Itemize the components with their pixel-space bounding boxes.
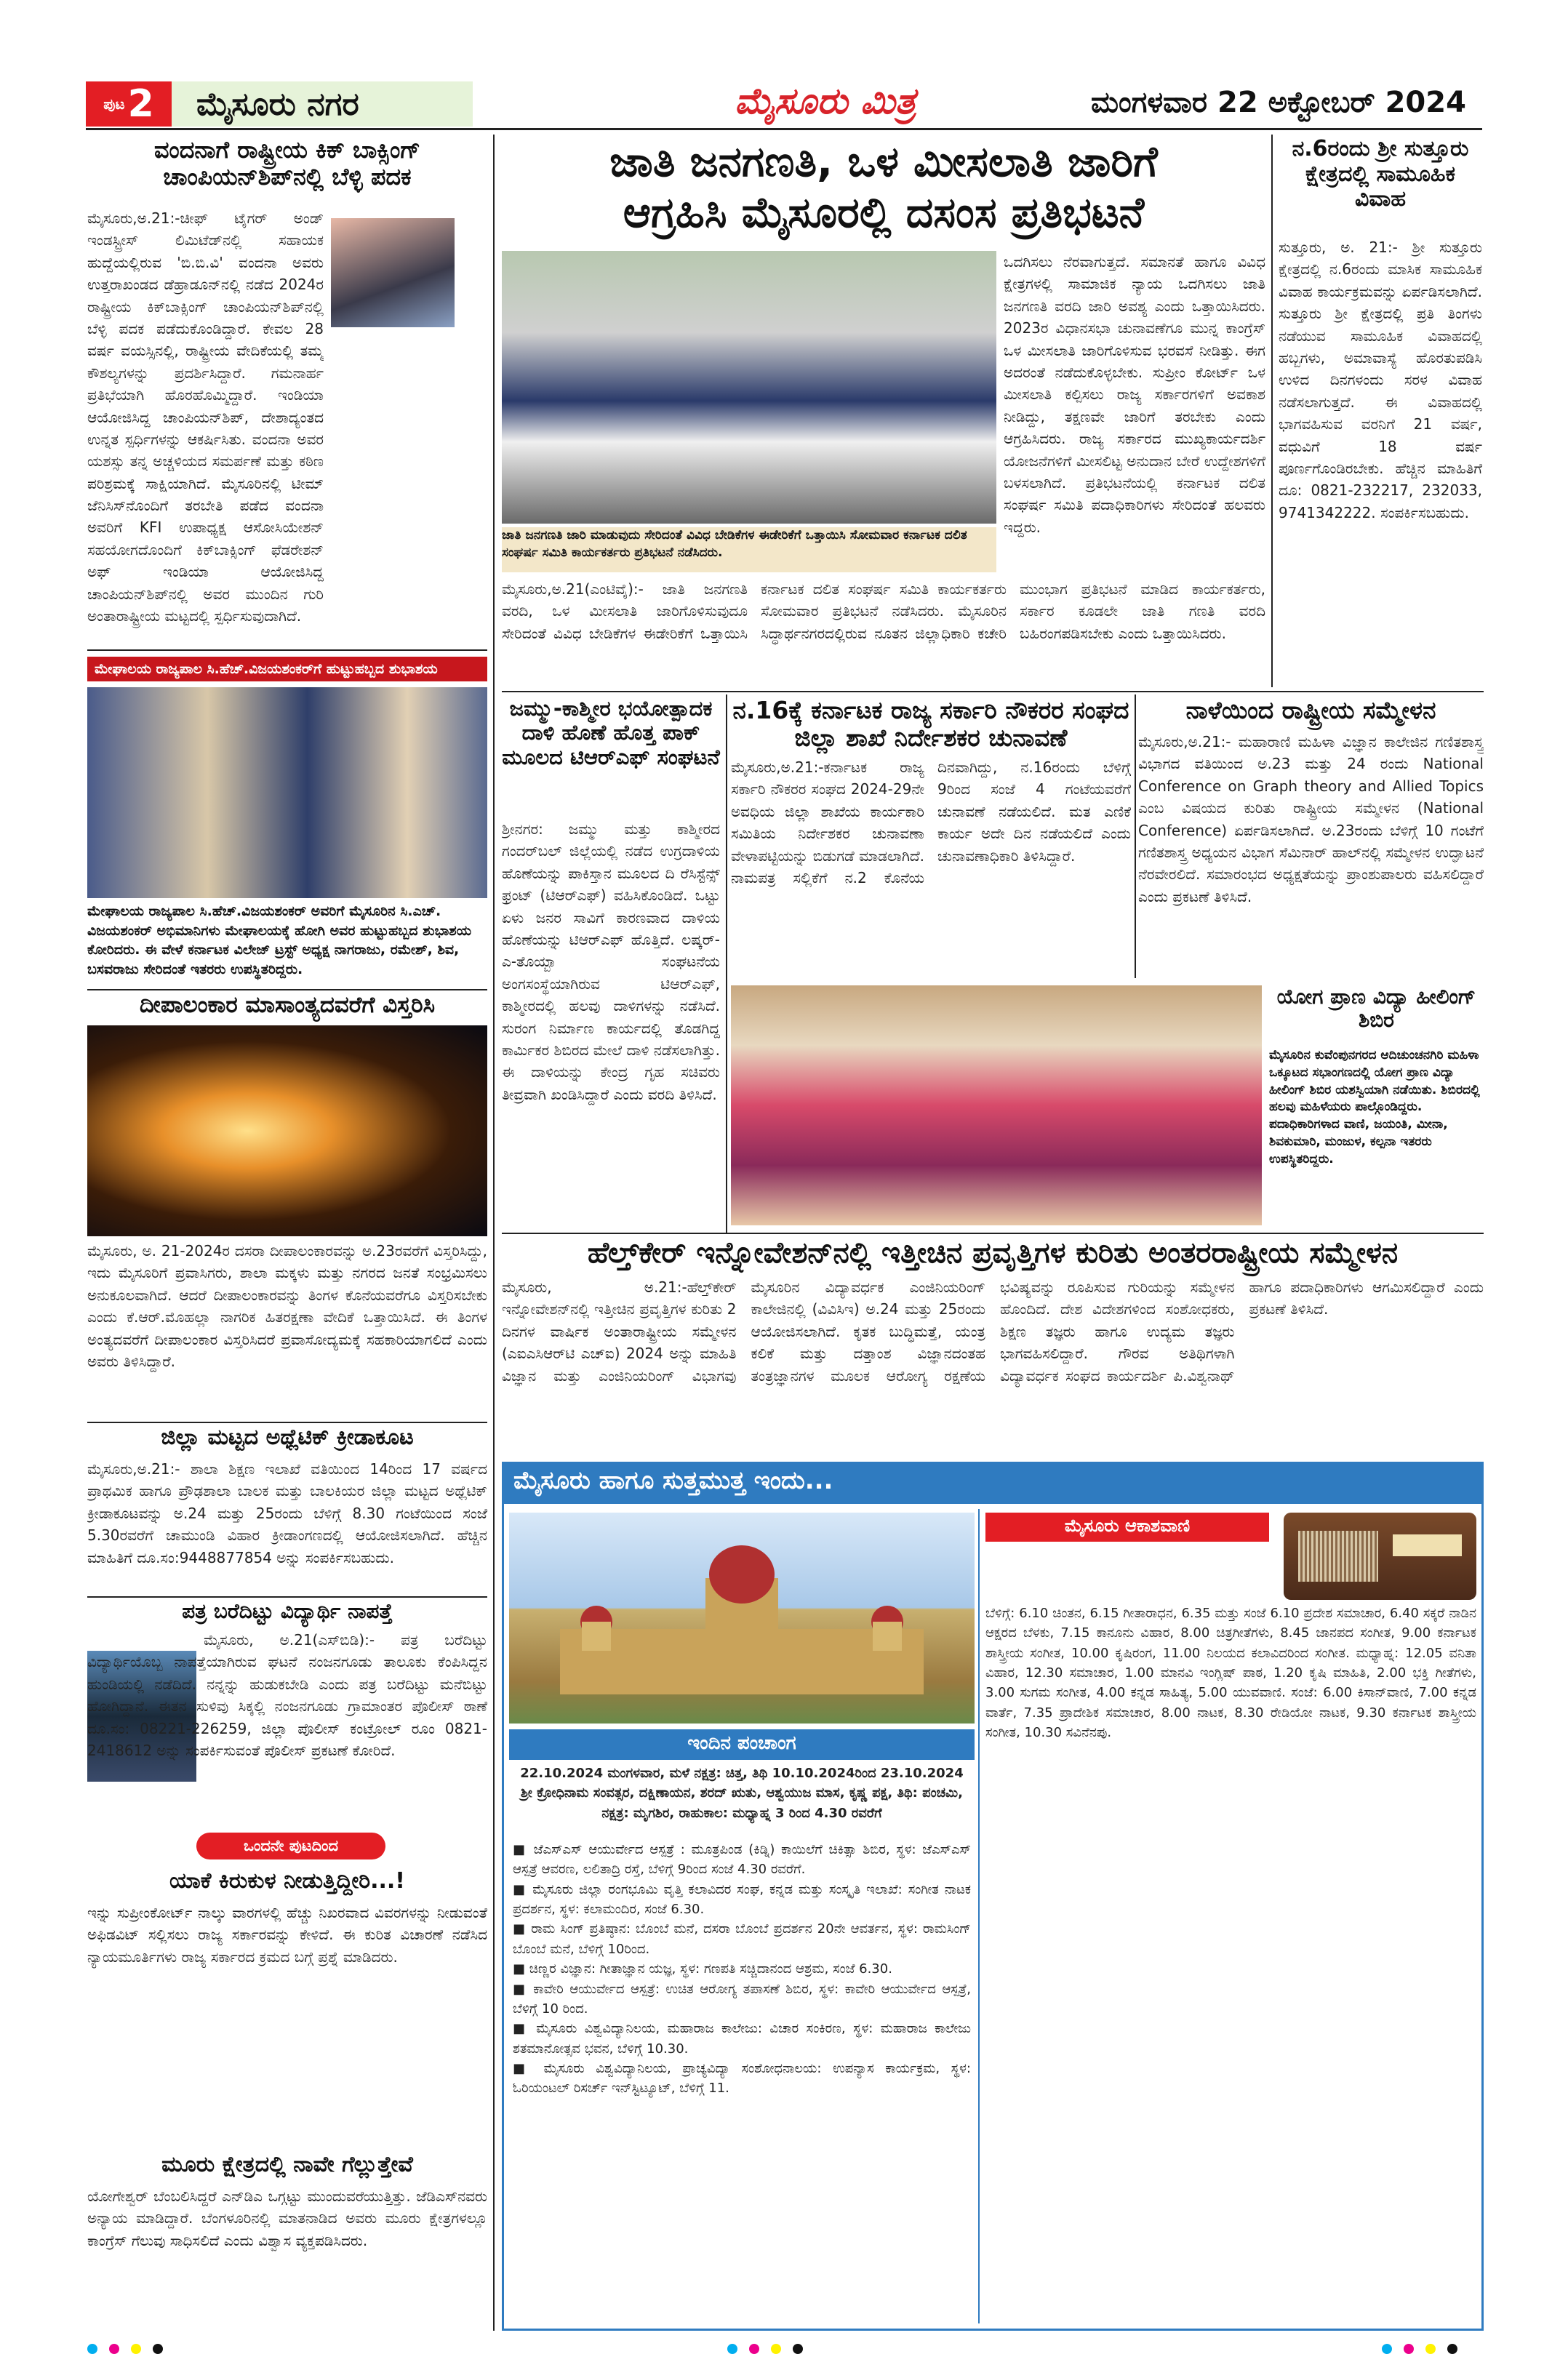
census-caption: ಜಾತಿ ಜನಗಣತಿ ಜಾರಿ ಮಾಡುವುದು ಸೇರಿದಂತೆ ವಿವಿಧ ಬೇಡಿಕೆಗಳ ಈಡೇರಿಕೆಗೆ ಒತ್ತಾಯಿಸಿ ಸೋಮವಾರ ಕರ್ನಾಟಕ ದಲಿತ ಸಂಘರ್ಷ ಸಮಿತಿ ಕಾರ್ಯಕರ್ತರು ಪ್ರತಿಭಟನೆ ನಡೆಸಿದರು. (502, 527, 996, 572)
kickboxing-headline: ವಂದನಾಗೆ ರಾಷ್ಟ್ರೀಯ ಕಿಕ್ ಬಾಕ್ಸಿಂಗ್ ಚಾಂಪಿಯನ್‌ಶಿಪ್‌ನಲ್ಲಿ ಬೆಳ್ಳಿ ಪದಕ (153, 136, 421, 191)
event-item: ■ ರಾಮ ಸಿಂಗ್ ಪ್ರತಿಷ್ಠಾನ: ಬೊಂಬೆ ಮನೆ, ದಸರಾ ಬೊಂಬೆ ಪ್ರದರ್ಶನ 20ನೇ ಆವರ್ತನ, ಸ್ಥಳ: ರಾಮಸಿಂಗ್ ಬೊಂಬೆ ಮನೆ, ಬೆಳಿಗ್ಗೆ 10ರಿಂದ. (513, 1921, 971, 1957)
radio-set-icon (1284, 1513, 1476, 1600)
header-rule (86, 128, 1482, 130)
continued-from-front-band: ಒಂದನೇ ಪುಟದಿಂದ (196, 1833, 385, 1859)
marriage-headline: ನ.6ರಂದು ಶ್ರೀ ಸುತ್ತೂರು ಕ್ಷೇತ್ರದಲ್ಲಿ ಸಾಮೂಹಿಕ ವಿವಾಹ (1292, 136, 1469, 212)
healthcare-headline: ಹೆಲ್ತ್‌ಕೇರ್ ಇನ್ನೋವೇಶನ್‌ನಲ್ಲಿ ಇತ್ತೀಚಿನ ಪ್ರವೃತ್ತಿಗಳ ಕುರಿತು ಅಂತರರಾಷ್ಟ್ರೀಯ ಸಮ್ಮೇಳನ (587, 1236, 1399, 1270)
jk-headline: ಜಮ್ಮು-ಕಾಶ್ಮೀರ ಭಯೋತ್ಪಾದಕ ದಾಳಿ ಹೊಣೆ ಹೊತ್ತ ಪಾಕ್ ಮೂಲದ ಟಿಆರ್‌ಎಫ್ ಸಂಘಟನೆ (502, 696, 720, 769)
column-rule (1135, 694, 1136, 978)
yoga-headline: ಯೋಗ ಪ್ರಾಣ ವಿದ್ಯಾ ಹೀಲಿಂಗ್ ಶಿಬಿರ (1276, 985, 1476, 1033)
kickboxing-body: ಮೈಸೂರು,ಅ.21:-ಚೀಫ್ ಟೈಗರ್ ಅಂಡ್ ಇಂಡಸ್ಟ್ರೀಸ್ ಲಿಮಿಟೆಡ್‌ನಲ್ಲಿ ಸಹಾಯಕ ಹುದ್ದೆಯಲ್ಲಿರುವ 'ಬಿ.ಬಿ.ವಿ' ವಂದನಾ ಅವರು ಉತ್ತರಾಖಂಡದ ಡೆಹ್ರಾಡೂನ್‌ನಲ್ಲಿ ನಡೆದ 2024ರ ರಾಷ್ಟ್ರೀಯ ಕಿಕ್‌ಬಾಕ್ಸಿಂಗ್ ಚಾಂಪಿಯನ್‌ಶಿಪ್‌ನಲ್ಲಿ ಬೆಳ್ಳಿ ಪದಕ ಪಡೆದುಕೊಂಡಿದ್ದಾರೆ. ಕೇವಲ 28 ವರ್ಷ ವಯಸ್ಸಿನಲ್ಲಿ, ರಾಷ್ಟ್ರೀಯ ವೇದಿಕೆಯಲ್ಲಿ ತಮ್ಮ ಕೌಶಲ್ಯಗಳನ್ನು ಪ್ರದರ್ಶಿಸಿದ್ದಾರೆ. ಗಮನಾರ್ಹ ಪ್ರತಿಭೆಯಾಗಿ ಹೊರಹೊಮ್ಮಿದ್ದಾರೆ. ಇಂಡಿಯಾ ಆಯೋಜಿಸಿದ್ದ ಚಾಂಪಿಯನ್‌ಶಿಪ್, ದೇಶಾದ್ಯಂತದ ಉನ್ನತ ಸ್ಪರ್ಧಿಗಳನ್ನು ಆಕರ್ಷಿಸಿತು. ವಂದನಾ ಅವರ ಯಶಸ್ಸು ತನ್ನ ಅಚ್ಚಳಿಯದ ಸಮರ್ಪಣೆ ಮತ್ತು ಕಠಿಣ ಪರಿಶ್ರಮಕ್ಕೆ ಸಾಕ್ಷಿಯಾಗಿದೆ. ಮೈಸೂರಿನಲ್ಲಿ ಟೀಮ್ ಜೆನಿಸಿಸ್‌ನೊಂದಿಗೆ ತರಬೇತಿ ಪಡೆದ ವಂದನಾ ಅವರಿಗೆ KFI ಉಪಾಧ್ಯಕ್ಷ ಆಸೋಸಿಯೇಶನ್ ಸಹಯೋಗದೊಂದಿಗೆ ಕಿಕ್‌ಬಾಕ್ಸಿಂಗ್ ಫೆಡರೇಶನ್ ಅಫ್ ಇಂಡಿಯಾ ಆಯೋಜಿಸಿದ್ದ ಚಾಂಪಿಯನ್‌ಶಿಪ್‌ನಲ್ಲಿ ಅವರ ಮುಂದಿನ ಗುರಿ ಅಂತಾರಾಷ್ಟ್ರೀಯ ಮಟ್ಟದಲ್ಲಿ ಸ್ಪರ್ಧಿಸುವುದಾಗಿದೆ. (87, 209, 324, 625)
event-item: ■ ಕಾವೇರಿ ಆಯುರ್ವೇದ ಆಸ್ಪತ್ರೆ: ಉಚಿತ ಆರೋಗ್ಯ ತಪಾಸಣೆ ಶಿಬಿರ, ಸ್ಥಳ: ಕಾವೇರಿ ಆಯುರ್ವೇದ ಆಸ್ಪತ್ರೆ, ಬೆಳಿಗ್ಗೆ 10 ರಿಂದ. (513, 1981, 971, 2017)
marriage-body: ಸುತ್ತೂರು, ಅ. 21:- ಶ್ರೀ ಸುತ್ತೂರು ಕ್ಷೇತ್ರದಲ್ಲಿ ನ.6ರಂದು ಮಾಸಿಕ ಸಾಮೂಹಿಕ ವಿವಾಹ ಕಾರ್ಯಕ್ರಮವನ್ನು ಏರ್ಪಡಿಸಲಾಗಿದೆ. ಸುತ್ತೂರು ಶ್ರೀ ಕ್ಷೇತ್ರದಲ್ಲಿ ಪ್ರತಿ ತಿಂಗಳು ನಡೆಯುವ ಸಾಮೂಹಿಕ ವಿವಾಹದಲ್ಲಿ ಹಬ್ಬಗಳು, ಅಮಾವಾಸ್ಯೆ ಹೊರತುಪಡಿಸಿ ಉಳಿದ ದಿನಗಳಂದು ಸರಳ ವಿವಾಹ ನಡೆಸಲಾಗುತ್ತದೆ. ಈ ವಿವಾಹದಲ್ಲಿ ಭಾಗವಹಿಸುವ ವರನಿಗೆ 21 ವರ್ಷ, ವಧುವಿಗೆ 18 ವರ್ಷ ಪೂರ್ಣಗೊಂಡಿರಬೇಕು. ಹೆಚ್ಚಿನ ಮಾಹಿತಿಗೆ ದೂ: 0821-232217, 232033, 9741342222. ಸಂಪರ್ಕಿಸಬಹುದು. (1279, 239, 1482, 521)
kickboxing-body-cont (331, 338, 484, 644)
registration-marks-left (87, 2343, 175, 2357)
front-cont-body-1: ಇನ್ನು ಸುಪ್ರೀಂಕೋರ್ಟ್ ನಾಲ್ಕು ವಾರಗಳಲ್ಲಿ ಹೆಚ್ಚು ನಿಖರವಾದ ವಿವರಗಳನ್ನು ನೀಡುವಂತೆ ಅಫಿಡವಿಟ್ ಸಲ್ಲಿಸಲು ರಾಜ್ಯ ಸರ್ಕಾರವನ್ನು ಕೇಳಿದೆ. ಈ ಕುರಿತ ವಿಚಾರಣೆ ನಡೆಸಿದ ನ್ಯಾಯಮೂರ್ತಿಗಳು ರಾಜ್ಯ ಸರ್ಕಾರದ ಕ್ರಮದ ಬಗ್ಗೆ ಪ್ರಶ್ನೆ ಮಾಡಿದರು. (87, 1904, 487, 1966)
governor-kicker: ಮೇಘಾಲಯ ರಾಜ್ಯಪಾಲ ಸಿ.ಹೆಚ್.ವಿಜಯಶಂಕರ್‌ಗೆ ಹುಟ್ಟುಹಬ್ಬದ ಶುಭಾಶಯ (87, 657, 487, 681)
radio-dial (1393, 1534, 1462, 1556)
events-list (513, 1840, 971, 2323)
illumination-photo (87, 1025, 487, 1236)
radio-schedule: ಬೆಳಿಗ್ಗೆ: 6.10 ಚಿಂತನ, 6.15 ಗೀತಾರಾಧನ, 6.35 ಮತ್ತು ಸಂಜೆ 6.10 ಪ್ರದೇಶ ಸಮಾಚಾರ, 6.40 ಸಕ್ಕರೆ ನಾಡಿನ ಆಕ್ಷರದ ಬೆಳಕು, 7.15 ಕಾನೂನು ವಿಹಾರ, 8.00 ಚಿತ್ರಗೀತೆಗಳು, 8.45 ಜಾನಪದ ಸಂಗೀತ, 9.00 ಕರ್ನಾಟಕ ಶಾಸ್ತ್ರೀಯ ಸಂಗೀತ, 10.00 ಕೃಷಿರಂಗ, 11.00 ನಿಲಯದ ಕಲಾವಿದರಿಂದ ಸಂಗೀತ. ಮಧ್ಯಾಹ್ನ: 12.05 ವನಿತಾ ವಿಹಾರ, 12.30 ಸಮಾಚಾರ, 1.00 ಮಾನವಿ ಇಂಗ್ಲಿಷ್ ಪಾಠ, 1.20 ಕೃಷಿ ಮಾಹಿತಿ, 2.00 ಭಕ್ತಿ ಗೀತೆಗಳು, 3.00 ಸುಗಮ ಸಂಗೀತ, 4.00 ಕನ್ನಡ ಸಾಹಿತ್ಯ, 5.00 ಯುವವಾಣಿ. ಸಂಜೆ: 6.00 ಕಿಸಾನ್‌ವಾಣಿ, 7.00 ಕನ್ನಡ ವಾರ್ತೆ, 7.35 ಪ್ರಾದೇಶಿಕ ಸಮಾಚಾರ, 8.00 ನಾಟಕ, 8.30 ರೇಡಿಯೋ ನಾಟಕ, 9.30 ಕರ್ನಾಟಕ ಶಾಸ್ತ್ರೀಯ ಸಂಗೀತ, 10.30 ಸವಿನೆನಪು. (985, 1606, 1476, 1741)
census-headline-line2: ಆಗ್ರಹಿಸಿ ಮೈಸೂರಲ್ಲಿ ದಸಂಸ ಪ್ರತಿಭಟನೆ (623, 187, 1145, 237)
section-name: ಮೈಸೂರು ನಗರ (196, 86, 359, 123)
registration-marks-center (727, 2343, 815, 2357)
rule (87, 1422, 487, 1423)
census-body-right: ಒದಗಿಸಲು ನೆರವಾಗುತ್ತದೆ. ಸಮಾನತೆ ಹಾಗೂ ವಿವಿಧ ಕ್ಷೇತ್ರಗಳಲ್ಲಿ ಸಾಮಾಜಿಕ ನ್ಯಾಯ ಒದಗಿಸಲು ಜಾತಿ ಜನಗಣತಿ ವರದಿ ಜಾರಿ ಅವಶ್ಯ ಎಂದು ಒತ್ತಾಯಿಸಿದರು. 2023ರ ವಿಧಾನಸಭಾ ಚುನಾವಣೆಗೂ ಮುನ್ನ ಕಾಂಗ್ರೆಸ್ ಒಳ ಮೀಸಲಾತಿ ಜಾರಿಗೊಳಿಸುವ ಭರವಸೆ ನೀಡಿತ್ತು. ಈಗ ಅದರಂತೆ ನಡೆದುಕೊಳ್ಳಬೇಕು. ಸುಪ್ರೀಂ ಕೋರ್ಟ್ ಒಳ ಮೀಸಲಾತಿ ಕಲ್ಪಿಸಲು ರಾಜ್ಯ ಸರ್ಕಾರಗಳಿಗೆ ಅವಕಾಶ ನೀಡಿದ್ದು, ತಕ್ಷಣವೇ ಜಾರಿಗೆ ತರಬೇಕು ಎಂದು ಆಗ್ರಹಿಸಿದರು. ರಾಜ್ಯ ಸರ್ಕಾರದ ಮುಖ್ಯಕಾರ್ಯದರ್ಶಿ ಯೋಜನೆಗಳಿಗೆ ಮೀಸಲಿಟ್ಟ ಅನುದಾನ ಬೇರೆ ಉದ್ದೇಶಗಳಿಗೆ ಬಳಸಲಾಗಿದೆ. ಪ್ರತಿಭಟನೆಯಲ್ಲಿ ಕರ್ನಾಟಕ ದಲಿತ ಸಂಘರ್ಷ ಸಮಿತಿ ಪದಾಧಿಕಾರಿಗಳು ಸೇರಿದಂತೆ ಹಲವರು ಇದ್ದರು. (1004, 253, 1265, 536)
census-headline-line1: ಜಾತಿ ಜನಗಣತಿ, ಒಳ ಮೀಸಲಾತಿ ಜಾರಿಗೆ (609, 137, 1158, 186)
yoga-body: ಮೈಸೂರಿನ ಕುವೆಂಪುನಗರದ ಆದಿಚುಂಚನಗಿರಿ ಮಹಿಳಾ ಒಕ್ಕೂಟದ ಸಭಾಂಗಣದಲ್ಲಿ ಯೋಗ ಪ್ರಾಣ ವಿದ್ಯಾ ಹೀಲಿಂಗ್ ಶಿಬಿರ ಯಶಸ್ವಿಯಾಗಿ ನಡೆಯಿತು. ಶಿಬಿರದಲ್ಲಿ ಹಲವು ಮಹಿಳೆಯರು ಪಾಲ್ಗೊಂಡಿದ್ದರು. ಪದಾಧಿಕಾರಿಗಳಾದ ವಾಣಿ, ಜಯಂತಿ, ಮೀನಾ, ಶಿವಕುಮಾರಿ, ಮಂಜುಳ, ಕಲ್ಪನಾ ಇತರರು ಉಪಸ್ಥಿತರಿದ್ದರು. (1269, 1048, 1480, 1166)
conference-body: ಮೈಸೂರು,ಅ.21:- ಮಹಾರಾಣಿ ಮಹಿಳಾ ವಿಜ್ಞಾನ ಕಾಲೇಜಿನ ಗಣಿತಶಾಸ್ತ್ರ ವಿಭಾಗದ ವತಿಯಿಂದ ಅ.23 ಮತ್ತು 24 ರಂದು National Conference on Graph theory and Allied Topics ಎಂಬ ವಿಷಯದ ಕುರಿತು ರಾಷ್ಟ್ರೀಯ ಸಮ್ಮೇಳನ (National Conference) ಏರ್ಪಡಿಸಲಾಗಿದೆ. ಅ.23ರಂದು ಬೆಳಿಗ್ಗೆ 10 ಗಂಟೆಗೆ ಗಣಿತಶಾಸ್ತ್ರ ಅಧ್ಯಯನ ವಿಭಾಗ ಸೆಮಿನಾರ್ ಹಾಲ್‌ನಲ್ಲಿ ಸಮ್ಮೇಳನ ಉದ್ಘಾಟನೆ ನೆರವೇರಲಿದೆ. ಸಮಾರಂಭದ ಅಧ್ಯಕ್ಷತೆಯನ್ನು ಪ್ರಾಂಶುಪಾಲರು ವಹಿಸಲಿದ್ದಾರೆ ಎಂದು ಪ್ರಕಟಣೆ ತಿಳಿಸಿದೆ. (1138, 733, 1484, 905)
event-item: ■ ಚಿಣ್ಣರ ವಿಜ್ಞಾನ: ಗೀತಾಜ್ಞಾನ ಯಜ್ಞ, ಸ್ಥಳ: ಗಣಪತಿ ಸಚ್ಚಿದಾನಂದ ಆಶ್ರಮ, ಸಂಜೆ 6.30. (513, 1961, 892, 1977)
palace-illustration (509, 1513, 975, 1724)
governor-photo (87, 687, 487, 898)
conference-headline: ನಾಳೆಯಿಂದ ರಾಷ್ಟ್ರೀಯ ಸಮ್ಮೇಳನ (1185, 696, 1436, 724)
column-rule (726, 694, 727, 1233)
radio-speaker-grille (1298, 1531, 1378, 1582)
deepalankara-headline: ದೀಪಾಲಂಕಾರ ಮಾಸಾಂತ್ಯದವರೆಗೆ ವಿಸ್ತರಿಸಿ (139, 992, 436, 1018)
event-item: ■ ಮೈಸೂರು ಜಿಲ್ಲಾ ರಂಗಭೂಮಿ ವೃತ್ತಿ ಕಲಾವಿದರ ಸಂಘ, ಕನ್ನಡ ಮತ್ತು ಸಂಸ್ಕೃತಿ ಇಲಾಖೆ: ಸಂಗೀತ ನಾಟಕ ಪ್ರದರ್ಶನ, ಸ್ಥಳ: ಕಲಾಮಂದಿರ, ಸಂಜೆ 6.30. (513, 1881, 971, 1918)
palace-photo (509, 1513, 975, 1724)
front-cont-headline-1: ಯಾಕೆ ಕಿರುಕುಳ ನೀಡುತ್ತಿದ್ದೀರಿ...! (169, 1868, 405, 1894)
election-headline: ನ.16ಕ್ಕೆ ಕರ್ನಾಟಕ ರಾಜ್ಯ ಸರ್ಕಾರಿ ನೌಕರರ ಸಂಘದ ಜಿಲ್ಲಾ ಶಾಖೆ ನಿರ್ದೇಶಕರ ಚುನಾವಣೆ (732, 696, 1129, 752)
masthead: ಮೈಸೂರು ಮಿತ್ರ (735, 80, 916, 122)
front-cont-headline-2: ಮೂರು ಕ್ಷೇತ್ರದಲ್ಲಿ ನಾವೇ ಗೆಲ್ಲುತ್ತೇವೆ (161, 2152, 413, 2177)
missing-student-body: ಮೈಸೂರು, ಅ.21(ಎಸ್‌ಬಿಡಿ):- ಪತ್ರ ಬರೆದಿಟ್ಟು ವಿದ್ಯಾರ್ಥಿಯೊಬ್ಬ ನಾಪತ್ತೆಯಾಗಿರುವ ಘಟನೆ ನಂಜನಗೂಡು ತಾಲೂಕು ಕೆಂಪಿಸಿದ್ದನ ಹುಂಡಿಯಲ್ಲಿ ನಡೆದಿದೆ. ನನ್ನನ್ನು ಹುಡುಕಬೇಡಿ ಎಂದು ಪತ್ರ ಬರೆದಿಟ್ಟು ಮನೆಬಿಟ್ಟು ಹೋಗಿದ್ದಾನೆ. ಈತನ ಸುಳಿವು ಸಿಕ್ಕಲ್ಲಿ ನಂಜನಗೂಡು ಗ್ರಾಮಾಂತರ ಪೊಲೀಸ್ ಠಾಣೆ ದೂ.ಸಂ: 08221-226259, ಜಿಲ್ಲಾ ಪೊಲೀಸ್ ಕಂಟ್ರೋಲ್ ರೂಂ 0821-2418612 ಅನ್ನು ಸಂಪರ್ಕಿಸುವಂತೆ ಪೊಲೀಸ್ ಪ್ರಕಟಣೆ ಕೋರಿದೆ. (87, 1631, 487, 1759)
panchanga-text: 22.10.2024 ಮಂಗಳವಾರ, ಮಳೆ ನಕ್ಷತ್ರ: ಚಿತ್ತ, ತಿಥಿ 10.10.2024ರಿಂದ 23.10.2024 ಶ್ರೀ ಕ್ರೋಧಿನಾಮ ಸಂವತ್ಸರ, ದಕ್ಷಿಣಾಯನ, ಶರದ್ ಋತು, ಆಶ್ವಯುಜ ಮಾಸ, ಕೃಷ್ಣ ಪಕ್ಷ, ತಿಥಿ: ಪಂಚಮಿ, ನಕ್ಷತ್ರ: ಮೃಗಶಿರ, ರಾಹುಕಾಲ: ಮಧ್ಯಾಹ್ನ 3 ರಿಂದ 4.30 ರವರೆಗೆ (520, 1766, 964, 1821)
rule (87, 989, 487, 990)
page-number: 2 (127, 82, 154, 126)
column-rule (493, 135, 495, 2331)
election-body: ಮೈಸೂರು,ಅ.21:-ಕರ್ನಾಟಕ ರಾಜ್ಯ ಸರ್ಕಾರಿ ನೌಕರರ ಸಂಘದ 2024-29ನೇ ಅವಧಿಯ ಜಿಲ್ಲಾ ಶಾಖೆಯ ಕಾರ್ಯಕಾರಿ ಸಮಿತಿಯ ನಿರ್ದೇಶಕರ ಚುನಾವಣಾ ವೇಳಾಪಟ್ಟಿಯನ್ನು ಬಿಡುಗಡೆ ಮಾಡಲಾಗಿದೆ. ನಾಮಪತ್ರ ಸಲ್ಲಿಕೆಗೆ ನ.2 ಕೊನೆಯ ದಿನವಾಗಿದ್ದು, ನ.16ರಂದು ಬೆಳಿಗ್ಗೆ 9ರಿಂದ ಸಂಜೆ 4 ಗಂಟೆಯವರೆಗೆ ಚುನಾವಣೆ ನಡೆಯಲಿದೆ. ಮತ ಎಣಿಕೆ ಕಾರ್ಯ ಅದೇ ದಿನ ನಡೆಯಲಿದೆ ಎಂದು ಚುನಾವಣಾಧಿಕಾರಿ ತಿಳಿಸಿದ್ದಾರೆ. (731, 758, 1131, 886)
athletics-headline: ಜಿಲ್ಲಾ ಮಟ್ಟದ ಅಥ್ಲೆಟಿಕ್ ಕ್ರೀಡಾಕೂಟ (161, 1425, 414, 1450)
registration-marks-right (1382, 2343, 1469, 2357)
yoga-group-photo (731, 985, 1262, 1225)
census-headline (502, 137, 1265, 238)
event-item: ■ ಮೈಸೂರು ವಿಶ್ವವಿದ್ಯಾನಿಲಯ, ಮಹಾರಾಜ ಕಾಲೇಜು: ವಿಚಾರ ಸಂಕಿರಣ, ಸ್ಥಳ: ಮಹಾರಾಜ ಕಾಲೇಜು ಶತಮಾನೋತ್ಸವ ಭವನ, ಬೆಳಿಗ್ಗೆ 10.30. (513, 2021, 971, 2057)
box-divider (978, 1509, 980, 2323)
healthcare-body: ಮೈಸೂರು, ಅ.21:-ಹೆಲ್ತ್‌ಕೇರ್ ಇನ್ನೋವೇಶನ್‌ನಲ್ಲಿ ಇತ್ತೀಚಿನ ಪ್ರವೃತ್ತಿಗಳ ಕುರಿತು 2 ದಿನಗಳ ವಾರ್ಷಿಕ ಅಂತಾರಾಷ್ಟ್ರೀಯ ಸಮ್ಮೇಳನ (ಎಐಎಸಿಆರ್‌ಟಿ ಎಚ್‌ಐ) 2024 ಅನ್ನು ಮಾಹಿತಿ ವಿಜ್ಞಾನ ಮತ್ತು ಎಂಜಿನಿಯರಿಂಗ್ ವಿಭಾಗವು ಮೈಸೂರಿನ ವಿದ್ಯಾವರ್ಧಕ ಎಂಜಿನಿಯರಿಂಗ್ ಕಾಲೇಜಿನಲ್ಲಿ (ವಿವಿಸಿಇ) ಅ.24 ಮತ್ತು 25ರಂದು ಆಯೋಜಿಸಲಾಗಿದೆ. ಕೃತಕ ಬುದ್ಧಿಮತ್ತೆ, ಯಂತ್ರ ಕಲಿಕೆ ಮತ್ತು ದತ್ತಾಂಶ ವಿಜ್ಞಾನದಂತಹ ತಂತ್ರಜ್ಞಾನಗಳ ಮೂಲಕ ಆರೋಗ್ಯ ರಕ್ಷಣೆಯ ಭವಿಷ್ಯವನ್ನು ರೂಪಿಸುವ ಗುರಿಯನ್ನು ಸಮ್ಮೇಳನ ಹೊಂದಿದೆ. ದೇಶ ವಿದೇಶಗಳಿಂದ ಸಂಶೋಧಕರು, ಶಿಕ್ಷಣ ತಜ್ಞರು ಹಾಗೂ ಉದ್ಯಮ ತಜ್ಞರು ಭಾಗವಹಿಸಲಿದ್ದಾರೆ. ಗೌರವ ಅತಿಥಿಗಳಾಗಿ ವಿದ್ಯಾವರ್ಧಕ ಸಂಘದ ಕಾರ್ಯದರ್ಶಿ ಪಿ.ವಿಶ್ವನಾಥ್ ಹಾಗೂ ಪದಾಧಿಕಾರಿಗಳು ಆಗಮಿಸಲಿದ್ದಾರೆ ಎಂದು ಪ್ರಕಟಣೆ ತಿಳಿಸಿದೆ. (502, 1278, 1484, 1385)
census-body-bottom: ಮೈಸೂರು,ಅ.21(ಎಂಟಿವೈ):- ಜಾತಿ ಜನಗಣತಿ ವರದಿ, ಒಳ ಮೀಸಲಾತಿ ಜಾರಿಗೊಳಿಸುವುದೂ ಸೇರಿದಂತೆ ವಿವಿಧ ಬೇಡಿಕೆಗಳ ಈಡೇರಿಕೆಗೆ ಒತ್ತಾಯಿಸಿ ಕರ್ನಾಟಕ ದಲಿತ ಸಂಘರ್ಷ ಸಮಿತಿ ಕಾರ್ಯಕರ್ತರು ಸೋಮವಾರ ಪ್ರತಿಭಟನೆ ನಡೆಸಿದರು. ಮೈಸೂರಿನ ಸಿದ್ಧಾರ್ಥನಗರದಲ್ಲಿರುವ ನೂತನ ಜಿಲ್ಲಾಧಿಕಾರಿ ಕಚೇರಿ ಮುಂಭಾಗ ಪ್ರತಿಭಟನೆ ಮಾಡಿದ ಕಾರ್ಯಕರ್ತರು, ಸರ್ಕಾರ ಕೂಡಲೇ ಜಾತಿ ಗಣತಿ ವರದಿ ಬಹಿರಂಗಪಡಿಸಬೇಕು ಎಂದು ಒತ್ತಾಯಿಸಿದರು. (502, 580, 1265, 642)
panchanga-title: ಇಂದಿನ ಪಂಚಾಂಗ (509, 1729, 975, 1760)
protest-photo (502, 251, 996, 524)
event-item: ■ ಜೆಎಸ್‌ಎಸ್ ಆಯುರ್ವೇದ ಆಸ್ಪತ್ರೆ : ಮೂತ್ರಪಿಂಡ (ಕಿಡ್ನಿ) ಕಾಯಿಲೆಗೆ ಚಿಕಿತ್ಸಾ ಶಿಬಿರ, ಸ್ಥಳ: ಜೆಎಸ್ಎಸ್ ಆಸ್ಪತ್ರೆ ಆವರಣ, ಲಲಿತಾದ್ರಿ ರಸ್ತೆ, ಬೆಳಿಗ್ಗೆ 9ರಿಂದ ಸಂಜೆ 4.30 ರವರೆಗೆ. (513, 1842, 971, 1878)
page-label: ಪುಟ (103, 95, 125, 113)
event-item: ■ ಮೈಸೂರು ವಿಶ್ವವಿದ್ಯಾನಿಲಯ, ಪ್ರಾಚ್ಯವಿದ್ಯಾ ಸಂಶೋಧನಾಲಯ: ಉಪನ್ಯಾಸ ಕಾರ್ಯಕ್ರಮ, ಸ್ಥಳ: ಓರಿಯಂಟಲ್ ರಿಸರ್ಚ್ ಇನ್‌ಸ್ಟಿಟ್ಯೂಟ್, ಬೆಳಿಗ್ಗೆ 11. (513, 2060, 971, 2097)
front-cont-body-2: ಯೋಗೇಶ್ವರ್ ಬೆಂಬಲಿಸಿದ್ದರೆ ಎನ್‌ಡಿಎ ಒಗ್ಗಟ್ಟು ಮುಂದುವರೆಯುತ್ತಿತ್ತು. ಜೆಡಿಎಸ್‌ನವರು ಅನ್ಯಾಯ ಮಾಡಿದ್ದಾರೆ. ಬೆಂಗಳೂರಿನಲ್ಲಿ ಮಾತನಾಡಿದ ಅವರು ಮೂರು ಕ್ಷೇತ್ರಗಳಲ್ಲೂ ಕಾಂಗ್ರೆಸ್ ಗೆಲುವು ಸಾಧಿಸಲಿದೆ ಎಂದು ವಿಶ್ವಾಸ ವ್ಯಕ್ತಪಡಿಸಿದರು. (87, 2187, 487, 2249)
rule (87, 1596, 487, 1598)
today-box-title: ಮೈಸೂರು ಹಾಗೂ ಸುತ್ತಮುತ್ತ ಇಂದು... (502, 1462, 1484, 1504)
rule (502, 691, 1484, 692)
radio-title: ಮೈಸೂರು ಆಕಾಶವಾಣಿ (985, 1513, 1269, 1542)
dateline: ಮಂಗಳವಾರ 22 ಅಕ್ಟೋಬರ್ 2024 (1091, 86, 1466, 119)
rule (87, 649, 487, 651)
column-rule (1271, 135, 1273, 687)
jk-body: ಶ್ರೀನಗರ: ಜಮ್ಮು ಮತ್ತು ಕಾಶ್ಮೀರದ ಗಂದರ್‌ಬಲ್ ಜಿಲ್ಲೆಯಲ್ಲಿ ನಡೆದ ಉಗ್ರದಾಳಿಯ ಹೊಣೆಯನ್ನು ಪಾಕಿಸ್ತಾನ ಮೂಲದ ದಿ ರೆಸಿಸ್ಟೆನ್ಸ್ ಫ್ರಂಟ್ (ಟಿಆರ್‌ಎಫ್) ವಹಿಸಿಕೊಂಡಿದೆ. ಒಟ್ಟು ಏಳು ಜನರ ಸಾವಿಗೆ ಕಾರಣವಾದ ದಾಳಿಯ ಹೊಣೆಯನ್ನು ಟಿಆರ್‌ಎಫ್ ಹೊತ್ತಿದೆ. ಲಷ್ಕರ್-ಎ-ತೊಯ್ಬಾ ಸಂಘಟನೆಯ ಅಂಗಸಂಸ್ಥೆಯಾಗಿರುವ ಟಿಆರ್‌ಎಫ್, ಕಾಶ್ಮೀರದಲ್ಲಿ ಹಲವು ದಾಳಿಗಳನ್ನು ನಡೆಸಿದೆ. ಸುರಂಗ ನಿರ್ಮಾಣ ಕಾರ್ಯದಲ್ಲಿ ತೊಡಗಿದ್ದ ಕಾರ್ಮಿಕರ ಶಿಬಿರದ ಮೇಲೆ ದಾಳಿ ನಡೆಸಲಾಗಿತ್ತು. ಈ ದಾಳಿಯನ್ನು ಕೇಂದ್ರ ಗೃಹ ಸಚಿವರು ತೀವ್ರವಾಗಿ ಖಂಡಿಸಿದ್ದಾರೆ ಎಂದು ವರದಿ ತಿಳಿಸಿದೆ. (502, 820, 720, 1103)
deepalankara-body: ಮೈಸೂರು, ಅ. 21-2024ರ ದಸರಾ ದೀಪಾಲಂಕಾರವನ್ನು ಅ.23ರವರೆಗೆ ವಿಸ್ತರಿಸಿದ್ದು, ಇದು ಮೈಸೂರಿಗೆ ಪ್ರವಾಸಿಗರು, ಶಾಲಾ ಮಕ್ಕಳು ಮತ್ತು ನಗರದ ಜನತೆ ಸಂಭ್ರಮಿಸಲು ಅನುಕೂಲವಾಗಿದೆ. ಆದರೆ ದೀಪಾಲಂಕಾರವನ್ನು ತಿಂಗಳ ಕೊನೆಯವರೆಗೂ ವಿಸ್ತರಿಸಬೇಕು ಎಂದು ಕೆ.ಆರ್.ಮೊಹಲ್ಲಾ ನಾಗರಿಕ ಹಿತರಕ್ಷಣಾ ವೇದಿಕೆ ಒತ್ತಾಯಿಸಿದೆ. ಈ ತಿಂಗಳ ಅಂತ್ಯದವರೆಗೆ ದೀಪಾಲಂಕಾರ ವಿಸ್ತರಿಸಿದರೆ ಪ್ರವಾಸೋದ್ಯಮಕ್ಕೆ ಸಹಕಾರಿಯಾಗಲಿದೆ ಎಂದು ಅವರು ತಿಳಿಸಿದ್ದಾರೆ. (87, 1242, 487, 1370)
page-number-box (86, 81, 172, 127)
rule (502, 1233, 1484, 1234)
missing-student-headline: ಪತ್ರ ಬರೆದಿಟ್ಟು ವಿದ್ಯಾರ್ಥಿ ನಾಪತ್ತೆ (182, 1599, 393, 1623)
athlete-photo (331, 218, 455, 327)
governor-caption: ಮೇಘಾಲಯ ರಾಜ್ಯಪಾಲ ಸಿ.ಹೆಚ್.ವಿಜಯಶಂಕರ್ ಅವರಿಗೆ ಮೈಸೂರಿನ ಸಿ.ಎಚ್. ವಿಜಯಶಂಕರ್ ಅಭಿಮಾನಿಗಳು ಮೇಘಾಲಯಕ್ಕೆ ಹೋಗಿ ಅವರ ಹುಟ್ಟುಹಬ್ಬದ ಶುಭಾಶಯ ಕೋರಿದರು. ಈ ವೇಳೆ ಕರ್ನಾಟಕ ವಿಲೇಜ್ ಟ್ರಸ್ಟ್ ಅಧ್ಯಕ್ಷ ನಾಗರಾಜು, ರಮೇಶ್, ಶಿವ, ಬಸವರಾಜು ಸೇರಿದಂತೆ ಇತರರು ಉಪಸ್ಥಿತರಿದ್ದರು. (87, 903, 472, 977)
athletics-body: ಮೈಸೂರು,ಅ.21:- ಶಾಲಾ ಶಿಕ್ಷಣ ಇಲಾಖೆ ವತಿಯಿಂದ 14ರಿಂದ 17 ವರ್ಷದ ಪ್ರಾಥಮಿಕ ಹಾಗೂ ಪ್ರೌಢಶಾಲಾ ಬಾಲಕ ಮತ್ತು ಬಾಲಕಿಯರ ಜಿಲ್ಲಾ ಮಟ್ಟದ ಅಥ್ಲೆಟಿಕ್ ಕ್ರೀಡಾಕೂಟವನ್ನು ಅ.24 ಮತ್ತು 25ರಂದು ಬೆಳಿಗ್ಗೆ 8.30 ಗಂಟೆಯಿಂದ ಸಂಜೆ 5.30ರವರೆಗೆ ಚಾಮುಂಡಿ ವಿಹಾರ ಕ್ರೀಡಾಂಗಣದಲ್ಲಿ ಆಯೋಜಿಸಲಾಗಿದೆ. ಹೆಚ್ಚಿನ ಮಾಹಿತಿಗೆ ದೂ.ಸಂ:9448877854 ಅನ್ನು ಸಂಪರ್ಕಿಸಬಹುದು. (87, 1460, 487, 1566)
